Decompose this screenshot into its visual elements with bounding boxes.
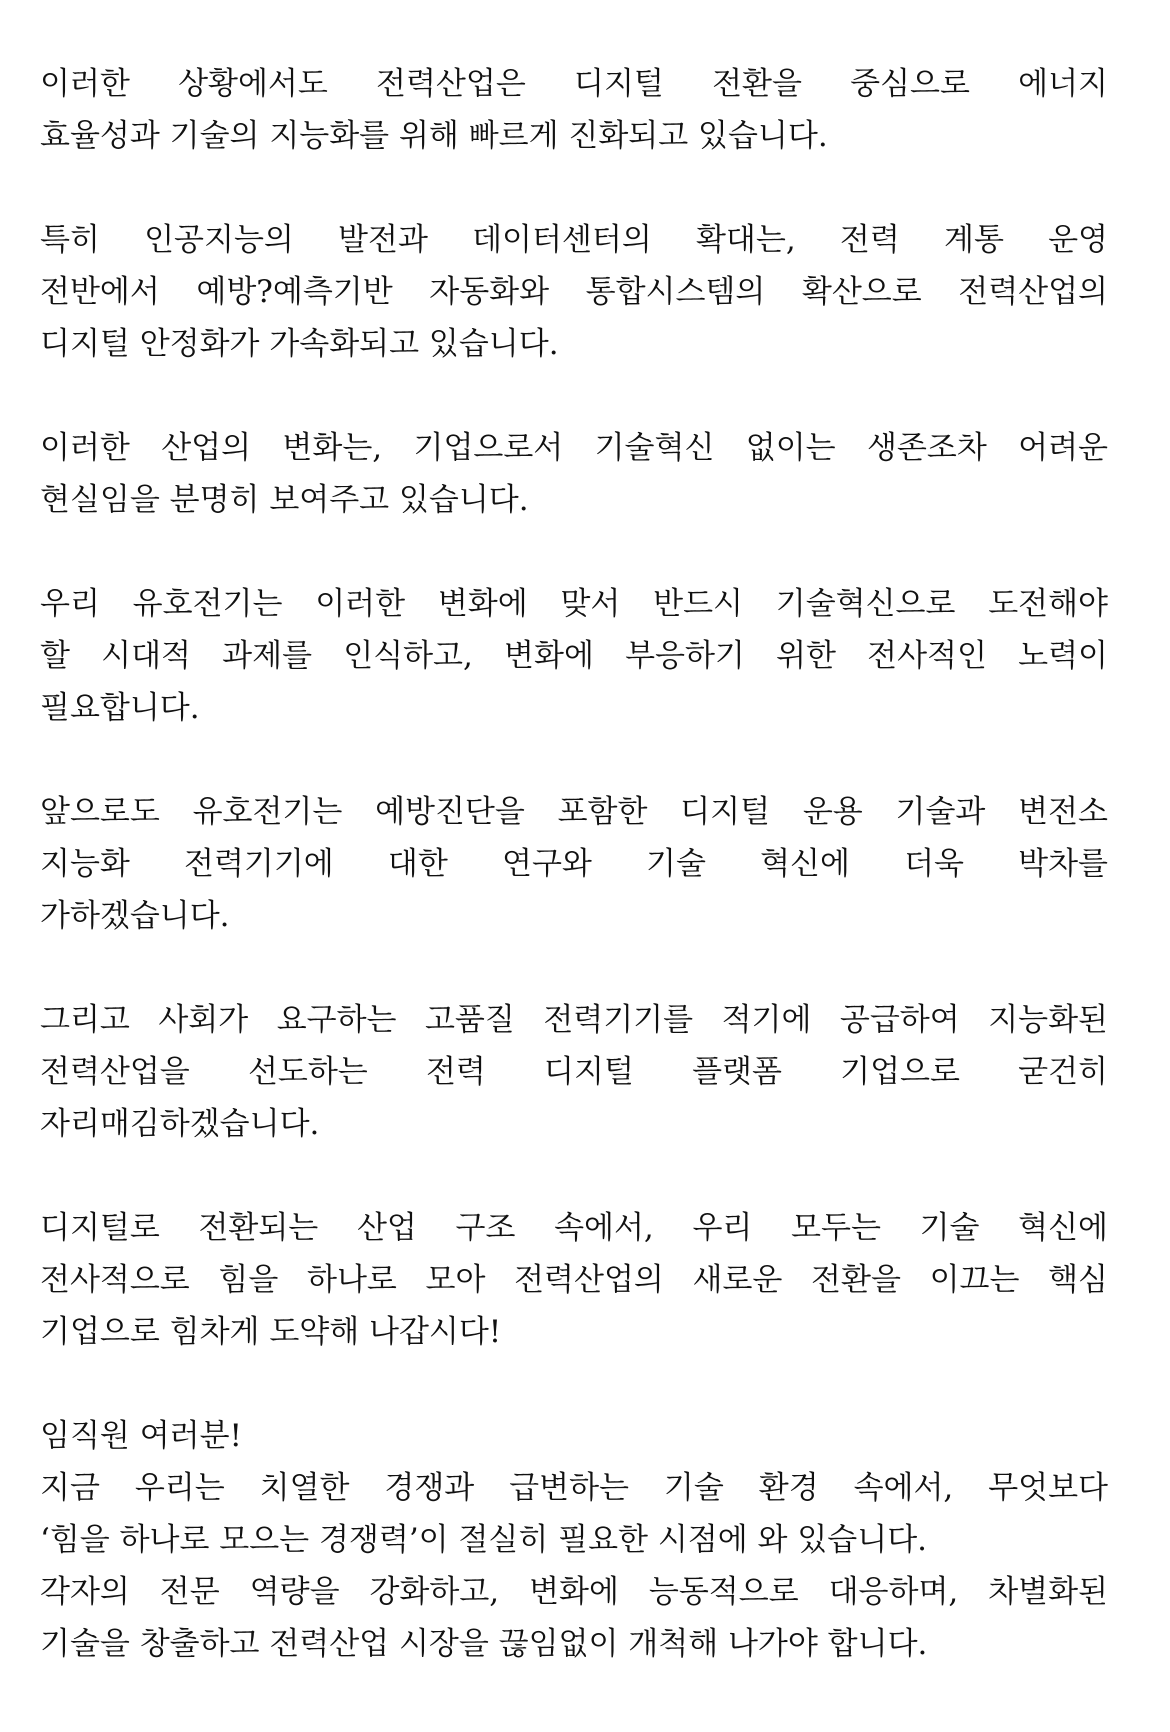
text-line: 이러한 산업의 변화는, 기업으로서 기술혁신 없이는 생존조차 어려운 <box>40 430 1108 466</box>
paragraph-3 <box>40 422 1108 526</box>
text-line: 디지털 안정화가 가속화되고 있습니다. <box>40 326 559 362</box>
text-line: 현실임을 분명히 보여주고 있습니다. <box>40 482 529 518</box>
text-line: 기술을 창출하고 전력산업 시장을 끊임없이 개척해 나가야 합니다. <box>40 1626 928 1662</box>
text-line: 효율성과 기술의 지능화를 위해 빠르게 진화되고 있습니다. <box>40 118 828 154</box>
text-line: 앞으로도 유호전기는 예방진단을 포함한 디지털 운용 기술과 변전소 <box>40 794 1108 830</box>
paragraph-8 <box>40 1410 1108 1670</box>
text-line: 필요합니다. <box>40 690 200 726</box>
text-line: 지금 우리는 치열한 경쟁과 급변하는 기술 환경 속에서, 무엇보다 <box>40 1470 1108 1506</box>
paragraph-6 <box>40 994 1108 1150</box>
text-line: 자리매김하겠습니다. <box>40 1106 320 1142</box>
paragraph-7 <box>40 1202 1108 1358</box>
document-body <box>40 58 1108 1670</box>
text-line: 각자의 전문 역량을 강화하고, 변화에 능동적으로 대응하며, 차별화된 <box>40 1574 1108 1610</box>
text-line: ‘힘을 하나로 모으는 경쟁력’이 절실히 필요한 시점에 와 있습니다. <box>40 1522 927 1558</box>
text-line: 할 시대적 과제를 인식하고, 변화에 부응하기 위한 전사적인 노력이 <box>40 638 1108 674</box>
text-line: 전반에서 예방?예측기반 자동화와 통합시스템의 확산으로 전력산업의 <box>40 274 1108 310</box>
text-line: 디지털로 전환되는 산업 구조 속에서, 우리 모두는 기술 혁신에 <box>40 1210 1108 1246</box>
text-line: 전력산업을 선도하는 전력 디지털 플랫폼 기업으로 굳건히 <box>40 1054 1108 1090</box>
text-line: 임직원 여러분! <box>40 1418 242 1454</box>
text-line: 그리고 사회가 요구하는 고품질 전력기기를 적기에 공급하여 지능화된 <box>40 1002 1108 1038</box>
text-line: 전사적으로 힘을 하나로 모아 전력산업의 새로운 전환을 이끄는 핵심 <box>40 1262 1108 1298</box>
paragraph-4 <box>40 578 1108 734</box>
text-line: 기업으로 힘차게 도약해 나갑시다! <box>40 1314 502 1350</box>
paragraph-2 <box>40 214 1108 370</box>
text-line: 가하겠습니다. <box>40 898 230 934</box>
text-line: 지능화 전력기기에 대한 연구와 기술 혁신에 더욱 박차를 <box>40 846 1108 882</box>
text-line: 이러한 상황에서도 전력산업은 디지털 전환을 중심으로 에너지 <box>40 66 1108 102</box>
paragraph-1 <box>40 58 1108 162</box>
paragraph-5 <box>40 786 1108 942</box>
text-line: 특히 인공지능의 발전과 데이터센터의 확대는, 전력 계통 운영 <box>40 222 1108 258</box>
text-line: 우리 유호전기는 이러한 변화에 맞서 반드시 기술혁신으로 도전해야 <box>40 586 1108 622</box>
